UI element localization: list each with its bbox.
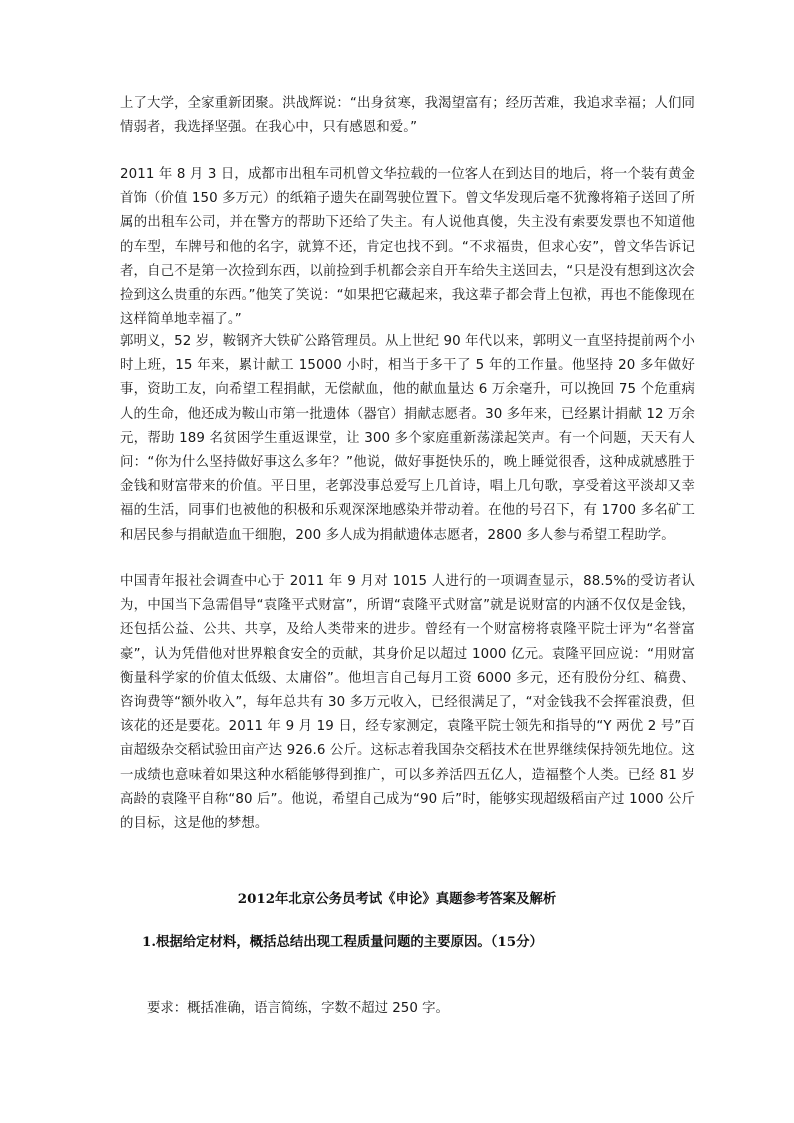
paragraph-guo-mingyi: 郭明义，52 岁，鞍钢齐大铁矿公路管理员。从上世纪 90 年代以来，郭明义一直坚持提前两个小时上班，15 年来，累计献工 15000 小时，相当于多干了 5 年的工作量。他坚持 20 多年做好事，资助工友，向希望工程捐献，无偿献血，他的献血量达 6 万余毫升，可以挽回 75 个危重病人的生命，他还成为鞍山市第一批遗体（器官）捐献志愿者。30 多年来，已经累计捐献 12 万余元，帮助 189 名贫困学生重返课堂，让 300 多个家庭重新荡漾起笑声。有一个问题，天天有人问：“你为什么坚持做好事这么多年？”他说，做好事挺快乐的，晚上睡觉很香，这种成就感胜于金钱和财富带来的价值。平日里，老郭没事总爱写上几首诗，唱上几句歌，享受着这平淡却又幸福的生活，同事们也被他的积极和乐观深深地感染并带动着。在他的号召下，有 1700 多名矿工和居民参与捐献造血干细胞，200 多人成为捐献遗体志愿者，2800 多人参与希望工程助学。 <box>120 334 695 543</box>
paragraph-zeng-wenhua: 2011 年 8 月 3 日，成都市出租车司机曾文华拉载的一位客人在到达目的地后，将一个装有黄金首饰（价值 150 多万元）的纸箱子遗失在副驾驶位置下。曾文华发现后毫不犹豫将箱子送回了所属的出租车公司，并在警方的帮助下还给了失主。有人说他真傻，失主没有索要发票也不知道他的车型，车牌号和他的名字，就算不还，肯定也找不到。“不求福贵，但求心安”，曾文华告诉记者，自己不是第一次捡到东西，以前捡到手机都会亲自开车给失主送回去，“只是没有想到这次会捡到这么贵重的东西。”他笑了笑说：“如果把它藏起来，我这辈子都会背上包袱，再也不能像现在这样简单地幸福了。” <box>120 167 695 328</box>
paragraph-yuan-longping: 中国青年报社会调查中心于 2011 年 9 月对 1015 人进行的一项调查显示，88.5%的受访者认为，中国当下急需倡导“袁隆平式财富”，所谓“袁隆平式财富”就是说财富的内涵不仅仅是金钱，还包括公益、公共、共享，及给人类带来的进步。曾经有一个财富榜将袁隆平院士评为“名誉富豪”，认为凭借他对世界粮食安全的贡献，其身价足以超过 1000 亿元。袁隆平回应说：“用财富衡量科学家的价值太低级、太庸俗”。他坦言自己每月工资 6000 多元，还有股份分红、稿费、咨询费等“额外收入”，每年总共有 30 多万元收入，已经很满足了，“对金钱我不会挥霍浪费，但该花的还是要花。2011 年 9 月 19 日，经专家测定，袁隆平院士领先和指导的“Y 两优 2 号”百亩超级杂交稻试验田亩产达 926.6 公斤。这标志着我国杂交稻技术在世界继续保持领先地位。这一成绩也意味着如果这种水稻能够得到推广，可以多养活四五亿人，造福整个人类。已经 81 岁高龄的袁隆平自称“80 后”。他说，希望自己成为“90 后”时，能够实现超级稻亩产过 1000 公斤的目标，这是他的梦想。 <box>120 574 695 832</box>
section-title: 2012年北京公务员考试《申论》真题参考答案及解析 <box>237 891 557 907</box>
paragraph-hong-zhanhui: 上了大学，全家重新团聚。洪战辉说：“出身贫寒，我渴望富有；经历苦难，我追求幸福；人们同情弱者，我选择坚强。在我心中，只有感恩和爱。” <box>120 96 695 136</box>
question-heading: 1.根据给定材料，概括总结出现工程质量问题的主要原因。（15分） <box>142 934 543 950</box>
requirement-text: 要求：概括准确，语言简练，字数不超过 250 字。 <box>147 1001 449 1016</box>
